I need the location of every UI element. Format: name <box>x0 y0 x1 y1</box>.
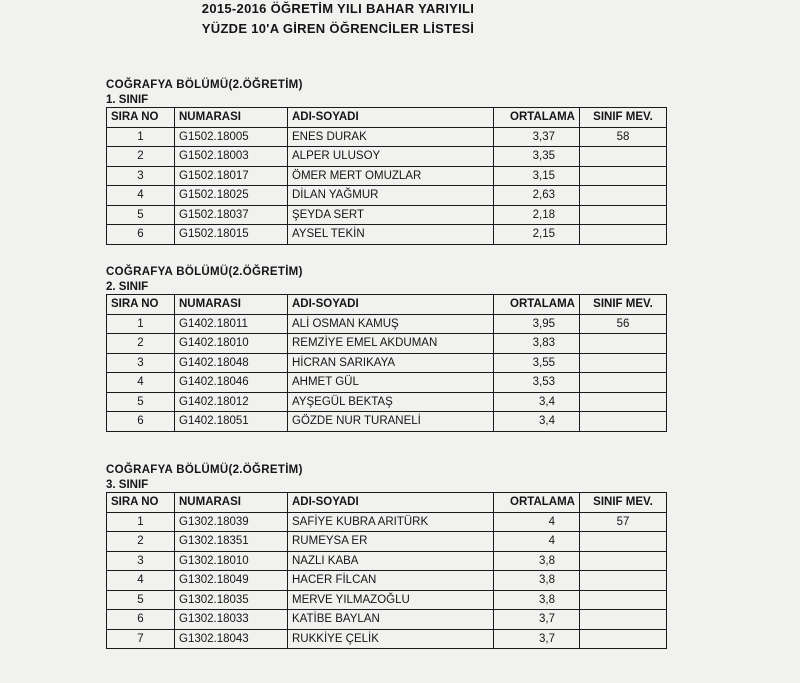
student-number: G1302.18039 <box>175 512 288 532</box>
row-number: 4 <box>107 571 175 591</box>
row-number: 5 <box>107 392 175 412</box>
col-header-sinif-mev: SINIF MEV. <box>580 295 667 315</box>
student-number: G1302.18035 <box>175 590 288 610</box>
class-total <box>580 610 667 630</box>
table-row <box>107 512 667 532</box>
student-number: G1402.18051 <box>175 412 288 432</box>
row-number: 1 <box>107 127 175 147</box>
table-row <box>107 392 667 412</box>
student-table <box>106 107 667 245</box>
class-total <box>580 629 667 649</box>
table-header-row <box>107 295 667 315</box>
class-total <box>580 571 667 591</box>
class-total <box>580 147 667 167</box>
grade-average: 3,7 <box>494 610 580 630</box>
row-number: 6 <box>107 610 175 630</box>
student-name: SAFİYE KUBRA ARITÜRK <box>288 512 494 532</box>
document-subtitle: YÜZDE 10'A GİREN ÖĞRENCİLER LİSTESİ <box>201 21 475 36</box>
row-number: 5 <box>107 205 175 225</box>
class-total <box>580 166 667 186</box>
student-name: NAZLI KABA <box>288 551 494 571</box>
student-name: HACER FİLCAN <box>288 571 494 591</box>
row-number: 4 <box>107 186 175 206</box>
row-number: 2 <box>107 334 175 354</box>
student-number: G1502.18025 <box>175 186 288 206</box>
grade-average: 3,95 <box>494 314 580 334</box>
row-number: 3 <box>107 353 175 373</box>
table-row <box>107 551 667 571</box>
student-name: RUMEYSA ER <box>288 532 494 552</box>
table-row <box>107 205 667 225</box>
student-name: HİCRAN SARIKAYA <box>288 353 494 373</box>
row-number: 5 <box>107 590 175 610</box>
row-number: 7 <box>107 629 175 649</box>
class-heading: 2. SINIF <box>106 281 149 293</box>
table-row <box>107 610 667 630</box>
table-row <box>107 225 667 245</box>
grade-average: 3,15 <box>494 166 580 186</box>
student-name: GÖZDE NUR TURANELİ <box>288 412 494 432</box>
table-row <box>107 629 667 649</box>
row-number: 4 <box>107 373 175 393</box>
grade-average: 3,8 <box>494 551 580 571</box>
student-name: ENES DURAK <box>288 127 494 147</box>
section-class-1 <box>106 77 666 245</box>
grade-average: 2,18 <box>494 205 580 225</box>
col-header-adi-soyadi: ADI-SOYADI <box>288 295 494 315</box>
table-row <box>107 412 667 432</box>
row-number: 2 <box>107 532 175 552</box>
col-header-adi-soyadi: ADI-SOYADI <box>288 493 494 513</box>
grade-average: 3,37 <box>494 127 580 147</box>
grade-average: 3,8 <box>494 571 580 591</box>
table-row <box>107 334 667 354</box>
col-header-sinif-mev: SINIF MEV. <box>580 493 667 513</box>
student-name: REMZİYE EMEL AKDUMAN <box>288 334 494 354</box>
col-header-numarasi: NUMARASI <box>175 295 288 315</box>
table-row <box>107 186 667 206</box>
col-header-numarasi: NUMARASI <box>175 493 288 513</box>
class-total: 57 <box>580 512 667 532</box>
class-total: 56 <box>580 314 667 334</box>
table-row <box>107 373 667 393</box>
col-header-adi-soyadi: ADI-SOYADI <box>288 108 494 128</box>
class-total: 58 <box>580 127 667 147</box>
student-name: KATİBE BAYLAN <box>288 610 494 630</box>
student-number: G1402.18046 <box>175 373 288 393</box>
grade-average: 3,83 <box>494 334 580 354</box>
student-number: G1502.18003 <box>175 147 288 167</box>
student-number: G1502.18017 <box>175 166 288 186</box>
student-number: G1302.18010 <box>175 551 288 571</box>
student-number: G1502.18037 <box>175 205 288 225</box>
grade-average: 2,63 <box>494 186 580 206</box>
row-number: 1 <box>107 512 175 532</box>
col-header-ortalama: ORTALAMA <box>494 295 580 315</box>
student-table <box>106 294 667 432</box>
grade-average: 4 <box>494 532 580 552</box>
student-name: ALİ OSMAN KAMUŞ <box>288 314 494 334</box>
student-name: AYSEL TEKİN <box>288 225 494 245</box>
col-header-ortalama: ORTALAMA <box>494 493 580 513</box>
department-heading: COĞRAFYA BÖLÜMÜ(2.ÖĞRETİM) <box>106 79 303 91</box>
col-header-sira-no: SIRA NO <box>107 295 175 315</box>
class-total <box>580 551 667 571</box>
student-name: MERVE YILMAZOĞLU <box>288 590 494 610</box>
row-number: 3 <box>107 551 175 571</box>
col-header-numarasi: NUMARASI <box>175 108 288 128</box>
row-number: 1 <box>107 314 175 334</box>
grade-average: 3,35 <box>494 147 580 167</box>
table-row <box>107 590 667 610</box>
document-title: 2015-2016 ÖĞRETİM YILI BAHAR YARIYILI <box>201 1 475 16</box>
class-total <box>580 205 667 225</box>
class-total <box>580 373 667 393</box>
section-class-2 <box>106 264 666 432</box>
student-number: G1402.18010 <box>175 334 288 354</box>
student-number: G1302.18049 <box>175 571 288 591</box>
grade-average: 3,7 <box>494 629 580 649</box>
row-number: 6 <box>107 412 175 432</box>
row-number: 2 <box>107 147 175 167</box>
student-table <box>106 492 667 649</box>
student-number: G1302.18033 <box>175 610 288 630</box>
class-total <box>580 532 667 552</box>
col-header-sira-no: SIRA NO <box>107 108 175 128</box>
student-name: AYŞEGÜL BEKTAŞ <box>288 392 494 412</box>
table-row <box>107 571 667 591</box>
student-number: G1402.18048 <box>175 353 288 373</box>
student-name: ALPER ULUSOY <box>288 147 494 167</box>
class-total <box>580 590 667 610</box>
section-class-3 <box>106 462 666 649</box>
class-total <box>580 353 667 373</box>
grade-average: 4 <box>494 512 580 532</box>
class-heading: 3. SINIF <box>106 479 149 491</box>
table-row <box>107 314 667 334</box>
student-number: G1502.18015 <box>175 225 288 245</box>
class-total <box>580 225 667 245</box>
table-header-row <box>107 493 667 513</box>
table-row <box>107 353 667 373</box>
row-number: 3 <box>107 166 175 186</box>
col-header-sinif-mev: SINIF MEV. <box>580 108 667 128</box>
col-header-ortalama: ORTALAMA <box>494 108 580 128</box>
student-number: G1302.18351 <box>175 532 288 552</box>
student-name: ŞEYDA SERT <box>288 205 494 225</box>
grade-average: 3,8 <box>494 590 580 610</box>
student-number: G1402.18012 <box>175 392 288 412</box>
student-name: RUKKİYE ÇELİK <box>288 629 494 649</box>
student-name: ÖMER MERT OMUZLAR <box>288 166 494 186</box>
table-header-row <box>107 108 667 128</box>
class-total <box>580 186 667 206</box>
class-total <box>580 412 667 432</box>
student-number: G1402.18011 <box>175 314 288 334</box>
table-row <box>107 532 667 552</box>
table-row <box>107 166 667 186</box>
class-total <box>580 334 667 354</box>
department-heading: COĞRAFYA BÖLÜMÜ(2.ÖĞRETİM) <box>106 464 303 476</box>
grade-average: 2,15 <box>494 225 580 245</box>
department-heading: COĞRAFYA BÖLÜMÜ(2.ÖĞRETİM) <box>106 266 303 278</box>
class-heading: 1. SINIF <box>106 94 149 106</box>
student-name: DİLAN YAĞMUR <box>288 186 494 206</box>
col-header-sira-no: SIRA NO <box>107 493 175 513</box>
table-row <box>107 147 667 167</box>
grade-average: 3,4 <box>494 412 580 432</box>
grade-average: 3,55 <box>494 353 580 373</box>
student-number: G1502.18005 <box>175 127 288 147</box>
table-row <box>107 127 667 147</box>
row-number: 6 <box>107 225 175 245</box>
class-total <box>580 392 667 412</box>
grade-average: 3,4 <box>494 392 580 412</box>
student-number: G1302.18043 <box>175 629 288 649</box>
grade-average: 3,53 <box>494 373 580 393</box>
student-name: AHMET GÜL <box>288 373 494 393</box>
